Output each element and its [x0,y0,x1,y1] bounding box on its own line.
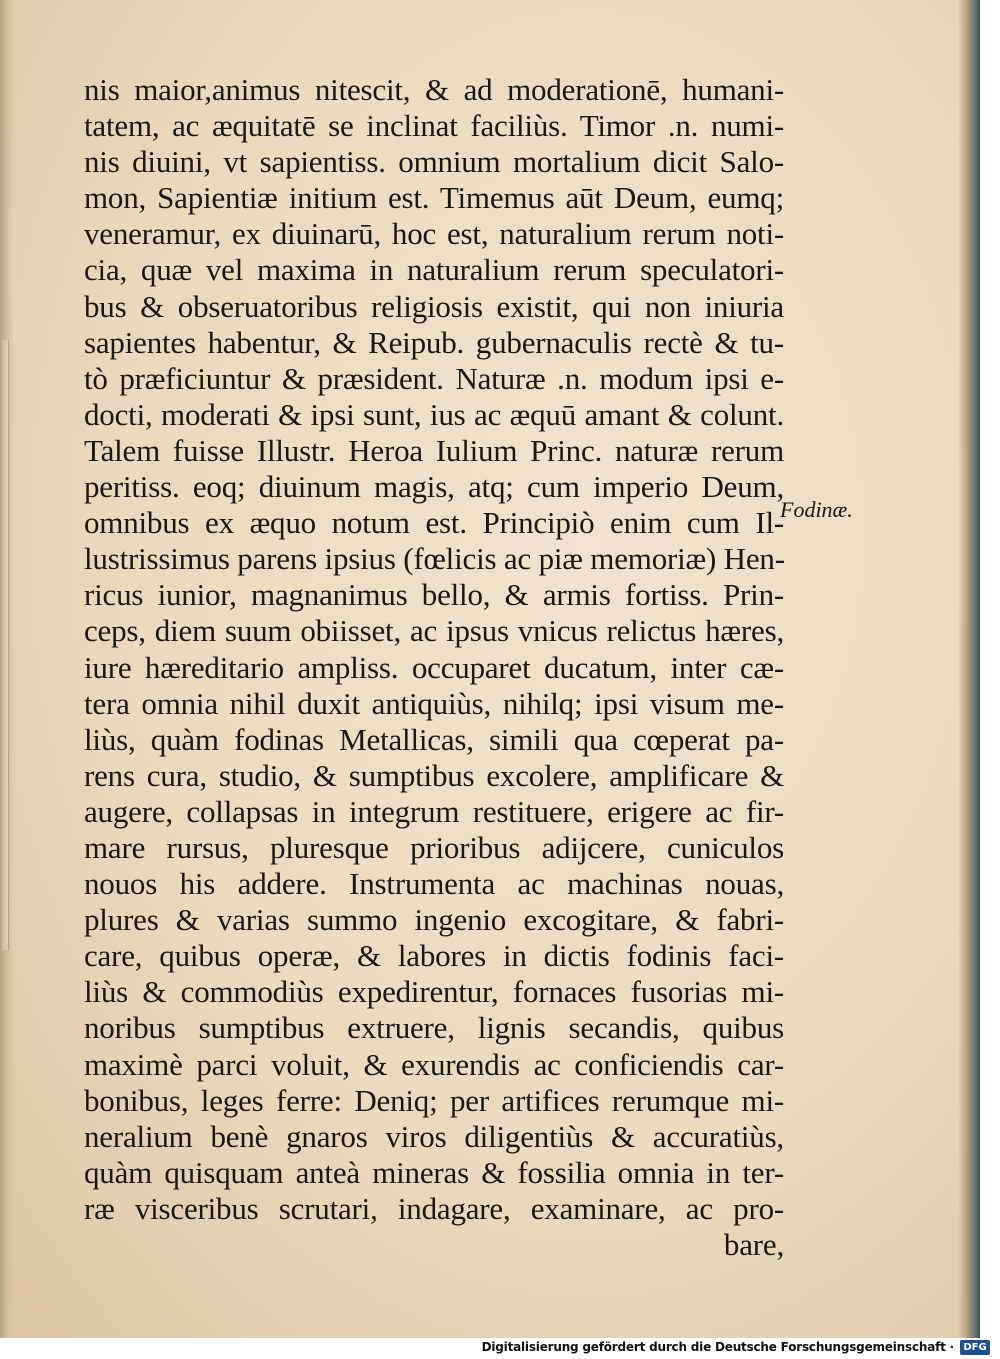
marginal-note: Fodinæ. [780,497,853,522]
text-line: omnibus ex æquo notum est. Principiò enim cum Il- [84,505,784,541]
text-line: care, quibus operæ, & labores in dictis fodinis faci- [84,938,784,974]
text-line: rens cura, studio, & sumptibus excolere, amplificare & [84,757,784,793]
text-line: cia, quæ vel maxima in naturalium rerum speculatori- [84,252,784,288]
text-line: noribus sumptibus extruere, lignis secandis, quibus [84,1010,784,1046]
text-line: ricus iunior, magnanimus bello, & armis fortiss. Prin- [84,577,784,613]
text-line: veneramur, ex diuinarū, hoc est, naturalium rerum noti- [84,216,784,252]
text-line: nis maior,animus nitescit, & ad moderationē, humani- [84,72,784,107]
text-line: sapientes habentur, & Reipub. gubernaculis rectè & tu- [84,324,784,360]
text-line: liùs & commodiùs expedirentur, fornaces fusorias mi- [84,974,784,1010]
text-line: mare rursus, pluresque prioribus adijcere, cuniculos [84,829,784,865]
text-line: nouos his addere. Instrumenta ac machinas nouas, [84,866,784,902]
text-line: tò præficiuntur & præsident. Naturæ .n. modum ipsi e- [84,360,784,396]
page-left-edge [0,0,14,1338]
text-line: mon, Sapientiæ initium est. Timemus aūt Deum, eumq; [84,180,784,216]
text-line: Talem fuisse Illustr. Heroa Iulium Princ. naturæ rerum [84,432,784,468]
text-line: quàm quisquam anteà mineras & fossilia omnia in ter- [84,1154,784,1190]
text-line: ceps, diem suum obiisset, ac ipsus vnicus relictus hæres, [84,613,784,649]
binding-notch [2,340,9,950]
text-line: tatem, ac æquitatē se inclinat faciliùs. Timor .n. numi- [84,108,784,144]
footer-credit: Digitalisierung gefördert durch die Deutsche Forschungsgemeinschaft · [481,1340,954,1354]
text-line: maximè parci voluit, & exurendis ac conficiendis car- [84,1046,784,1082]
text-line: bonibus, leges ferre: Deniq; per artifices rerumque mi- [84,1082,784,1118]
text-line: nis diuini, vt sapientiss. omnium mortalium dicit Salo- [84,144,784,180]
text-line: augere, collapsas in integrum restituere, erigere ac fir- [84,793,784,829]
text-line: peritiss. eoq; diuinum magis, atq; cum imperio Deum, [84,469,784,505]
text-line: bus & obseruatoribus religiosis existit, qui non iniuria [84,288,784,324]
text-line: neralium benè gnaros viros diligentiùs & accuratiùs, [84,1118,784,1154]
text-line: iure hæreditario ampliss. occuparet ducatum, inter cæ- [84,649,784,685]
text-line: ræ visceribus scrutari, indagare, examinare, ac pro- [84,1190,784,1226]
text-line: liùs, quàm fodinas Metallicas, simili qua cœperat pa- [84,721,784,757]
footer-bar [0,1338,1000,1359]
body-text [84,72,784,1263]
dfg-logo-icon: DFG [960,1340,990,1355]
text-line: tera omnia nihil duxit antiquiùs, nihilq; ipsi visum me- [84,685,784,721]
text-line: plures & varias summo ingenio excogitare, & fabri- [84,902,784,938]
text-line-catchword: bare, [723,1227,784,1262]
text-line: docti, moderati & ipsi sunt, ius ac æquū amant & colunt. [84,396,784,432]
text-line: lustrissimus parens ipsius (fœlicis ac piæ memoriæ) Hen- [84,541,785,577]
page-right-edge [958,0,980,1338]
